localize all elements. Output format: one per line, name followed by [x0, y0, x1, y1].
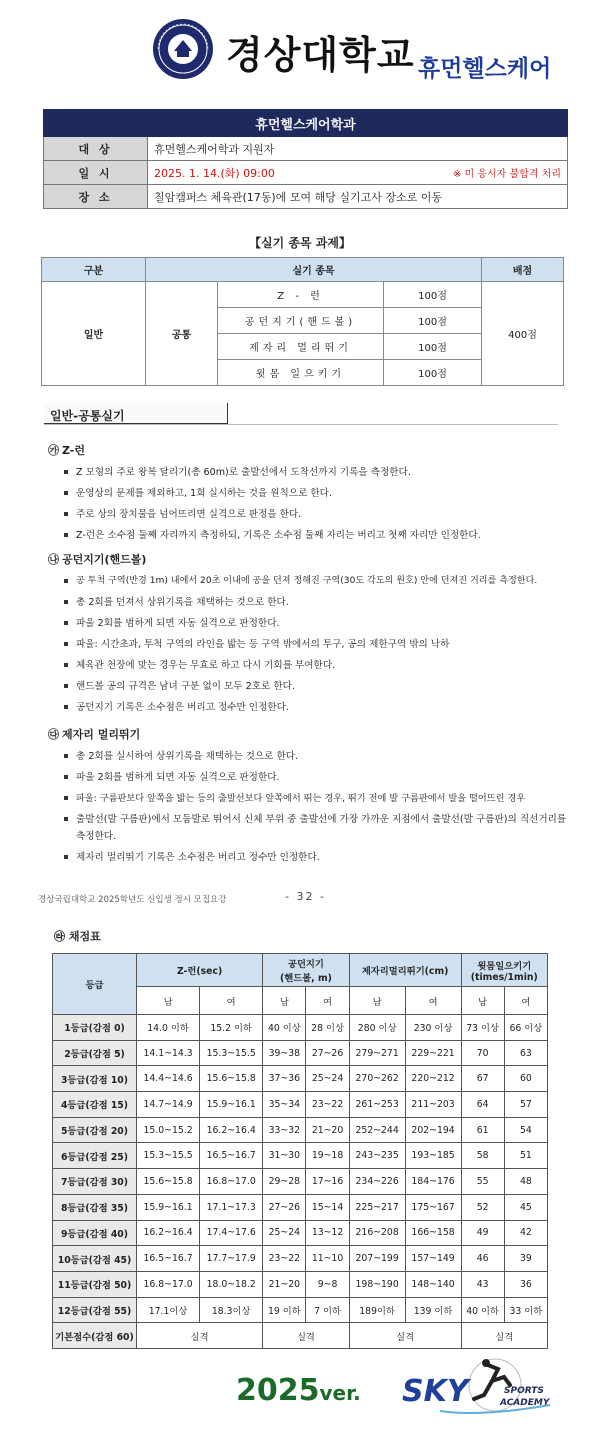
score-cell: 189이하 — [349, 1297, 405, 1323]
score-grade: 9등급(감점 40) — [53, 1220, 137, 1246]
rule-block-z-run — [48, 440, 578, 546]
rule-item: 파울 2회를 범하게 되면 자동 실격으로 판정한다. — [64, 767, 578, 788]
score-row — [53, 1015, 548, 1041]
rule-item: 제자리 멀리뛰기 기록은 소수점은 버리고 정수만 인정한다. — [64, 847, 578, 868]
score-cell: 31~30 — [263, 1143, 306, 1169]
university-seal-logo — [152, 18, 214, 80]
score-cell: 14.1~14.3 — [137, 1040, 200, 1066]
score-cell: 15.6~15.8 — [137, 1169, 200, 1195]
score-cell: 실격 — [461, 1323, 547, 1349]
score-cell: 15~14 — [306, 1194, 349, 1220]
score-cell: 37~36 — [263, 1066, 306, 1092]
score-cell: 13~12 — [306, 1220, 349, 1246]
score-cell: 211~203 — [405, 1092, 461, 1118]
score-row-base — [53, 1323, 548, 1349]
rule-item: 공 투척 구역(반경 1m) 내에서 20초 이내에 공을 던져 정해진 구역(30도 각도의 원호) 안에 던져진 거리를 측정한다. — [64, 571, 578, 592]
score-cell: 229~221 — [405, 1040, 461, 1066]
item-name: 제자리 멀리뛰기 — [218, 334, 384, 360]
brand-small-2: ACADEMY — [500, 1398, 550, 1408]
score-row — [53, 1143, 548, 1169]
score-row — [53, 1066, 548, 1092]
score-header-female: 여 — [306, 987, 349, 1015]
score-header-male: 남 — [263, 987, 306, 1015]
score-cell: 25~24 — [263, 1220, 306, 1246]
score-cell: 29~28 — [263, 1169, 306, 1195]
score-cell: 198~190 — [349, 1271, 405, 1297]
score-cell: 55 — [461, 1169, 504, 1195]
rule-block-standing-jump — [48, 724, 578, 868]
block-title: 공던지기(핸드볼) — [62, 553, 147, 566]
block-title: 제자리 멀리뛰기 — [62, 728, 141, 741]
rule-item: 출발선(발 구름판)에서 모둠발로 뛰어서 신체 부위 중 출발선에 가장 가까운 지점에서 출발선(발 구름판)의 직선거리를 측정한다. — [64, 809, 578, 847]
item-score: 100점 — [384, 282, 482, 308]
score-cell: 17~16 — [306, 1169, 349, 1195]
rule-item: 총 2회를 던져서 상위기록을 채택하는 것으로 한다. — [64, 592, 578, 613]
rule-item: 공던지기 기록은 소수점은 버리고 정수만 인정한다. — [64, 697, 578, 718]
score-cell: 39 — [504, 1246, 547, 1272]
score-cell: 67 — [461, 1066, 504, 1092]
event-line2: (times/1min) — [470, 971, 538, 983]
score-header-event: Z-런(sec) — [137, 954, 263, 987]
score-cell: 252~244 — [349, 1117, 405, 1143]
exam-info-table — [43, 109, 568, 209]
score-grade: 10등급(감점 45) — [53, 1246, 137, 1272]
brand-small-1: SPORTS — [504, 1386, 544, 1396]
absence-note: ※ 미 응시자 불합격 처리 — [452, 168, 561, 180]
rule-item: Z 모형의 주로 왕복 달리기(총 60m)로 출발선에서 도착선까지 기록을 측정한다. — [64, 462, 578, 483]
score-cell: 실격 — [349, 1323, 461, 1349]
block-symbol: ㉮ — [48, 444, 59, 457]
rule-item: 파울: 구름판보다 앞쪽을 밟는 등의 출발선보다 앞쪽에서 뛰는 경우, 뛰기 전에 발 구름판에서 발을 떨어뜨린 경우 — [64, 788, 578, 809]
version-number: 2025 — [236, 1373, 320, 1408]
score-cell: 15.3~15.5 — [137, 1143, 200, 1169]
score-cell: 66 이상 — [504, 1015, 547, 1041]
score-cell: 9~8 — [306, 1271, 349, 1297]
score-cell: 46 — [461, 1246, 504, 1272]
score-cell: 23~22 — [263, 1246, 306, 1272]
score-cell: 21~20 — [263, 1271, 306, 1297]
score-cell: 7 이하 — [306, 1297, 349, 1323]
score-cell: 15.9~16.1 — [200, 1092, 263, 1118]
score-header-male: 남 — [349, 987, 405, 1015]
items-header: 실기 종목 — [146, 258, 482, 282]
page-footer: 경상국립대학교 2025학년도 신입생 정시 모집요강 — [38, 895, 227, 905]
department-tag: 휴먼헬스케어 — [418, 56, 552, 82]
block-symbol: ㉰ — [48, 728, 59, 741]
score-cell: 17.1~17.3 — [200, 1194, 263, 1220]
score-header-female: 여 — [200, 987, 263, 1015]
score-cell: 11~10 — [306, 1246, 349, 1272]
score-header-event — [263, 954, 349, 987]
item-name: Z - 런 — [218, 282, 384, 308]
score-cell: 17.7~17.9 — [200, 1246, 263, 1272]
items-subgroup: 공통 — [146, 282, 218, 386]
score-cell: 243~235 — [349, 1143, 405, 1169]
score-cell: 57 — [504, 1092, 547, 1118]
score-cell: 25~24 — [306, 1066, 349, 1092]
event-line2: (핸드볼, m) — [279, 973, 332, 984]
score-grade: 5등급(감점 20) — [53, 1117, 137, 1143]
score-cell: 225~217 — [349, 1194, 405, 1220]
score-cell: 14.0 이하 — [137, 1015, 200, 1041]
score-cell: 16.8~17.0 — [137, 1271, 200, 1297]
info-value: 칠암캠퍼스 체육관(17동)에 모여 해당 실기고사 장소로 이동 — [148, 185, 568, 209]
score-cell: 19 이하 — [263, 1297, 306, 1323]
block-heading — [48, 549, 578, 571]
exam-date: 2025. 1. 14.(화) 09:00 — [154, 166, 275, 180]
rule-item: 주로 상의 장치물을 넘어뜨리면 실격으로 판정을 한다. — [64, 504, 578, 525]
score-row — [53, 1040, 548, 1066]
score-cell: 23~22 — [306, 1092, 349, 1118]
rule-item: 총 2회를 실시하여 상위기록을 채택하는 것으로 한다. — [64, 746, 578, 767]
score-cell: 27~26 — [263, 1194, 306, 1220]
score-cell: 16.5~16.7 — [200, 1143, 263, 1169]
score-cell: 230 이상 — [405, 1015, 461, 1041]
event-line1: 윗몸일으키기 — [477, 960, 532, 972]
score-cell: 19~18 — [306, 1143, 349, 1169]
score-cell: 16.2~16.4 — [137, 1220, 200, 1246]
item-score: 100점 — [384, 334, 482, 360]
score-cell: 14.7~14.9 — [137, 1092, 200, 1118]
score-row — [53, 1271, 548, 1297]
score-cell: 139 이하 — [405, 1297, 461, 1323]
score-cell: 16.2~16.4 — [200, 1117, 263, 1143]
score-cell: 157~149 — [405, 1246, 461, 1272]
score-cell: 35~34 — [263, 1092, 306, 1118]
score-row — [53, 1246, 548, 1272]
rule-item: 체육관 천장에 맞는 경우는 무효로 하고 다시 기회를 부여한다. — [64, 655, 578, 676]
score-header-female: 여 — [504, 987, 547, 1015]
score-cell: 15.2 이하 — [200, 1015, 263, 1041]
score-cell: 18.3이상 — [200, 1297, 263, 1323]
score-cell: 234~226 — [349, 1169, 405, 1195]
score-cell: 52 — [461, 1194, 504, 1220]
score-cell: 58 — [461, 1143, 504, 1169]
score-cell: 15.9~16.1 — [137, 1194, 200, 1220]
score-cell: 27~26 — [306, 1040, 349, 1066]
score-cell: 28 이상 — [306, 1015, 349, 1041]
score-cell: 207~199 — [349, 1246, 405, 1272]
rule-item: 핸드볼 공의 규격은 남녀 구분 없이 모두 2호로 한다. — [64, 676, 578, 697]
score-cell: 33~32 — [263, 1117, 306, 1143]
info-row-place — [44, 185, 568, 209]
score-cell: 279~271 — [349, 1040, 405, 1066]
score-cell: 14.4~14.6 — [137, 1066, 200, 1092]
score-cell: 45 — [504, 1194, 547, 1220]
section-title: 일반-공통실기 — [44, 403, 228, 425]
score-cell: 42 — [504, 1220, 547, 1246]
score-header-female: 여 — [405, 987, 461, 1015]
score-cell: 36 — [504, 1271, 547, 1297]
score-cell: 216~208 — [349, 1220, 405, 1246]
info-title: 휴먼헬스케어학과 — [44, 110, 568, 137]
score-cell: 280 이상 — [349, 1015, 405, 1041]
score-grade: 3등급(감점 10) — [53, 1066, 137, 1092]
info-row-target — [44, 137, 568, 161]
score-cell: 63 — [504, 1040, 547, 1066]
items-group: 일반 — [42, 282, 146, 386]
score-cell: 실격 — [137, 1323, 263, 1349]
score-cell: 40 이상 — [263, 1015, 306, 1041]
score-cell: 40 이하 — [461, 1297, 504, 1323]
info-label: 장 소 — [44, 185, 148, 209]
score-grade: 2등급(감점 5) — [53, 1040, 137, 1066]
score-cell: 184~176 — [405, 1169, 461, 1195]
score-grade: 8등급(감점 35) — [53, 1194, 137, 1220]
items-header: 배점 — [482, 258, 564, 282]
score-grade: 4등급(감점 15) — [53, 1092, 137, 1118]
score-cell: 64 — [461, 1092, 504, 1118]
score-header-male: 남 — [461, 987, 504, 1015]
score-cell: 220~212 — [405, 1066, 461, 1092]
info-value-cell — [148, 161, 568, 185]
score-cell: 60 — [504, 1066, 547, 1092]
score-cell: 51 — [504, 1143, 547, 1169]
score-cell: 270~262 — [349, 1066, 405, 1092]
score-table — [52, 953, 548, 1349]
score-cell: 61 — [461, 1117, 504, 1143]
score-cell: 15.0~15.2 — [137, 1117, 200, 1143]
score-grade: 1등급(감점 0) — [53, 1015, 137, 1041]
score-row — [53, 1117, 548, 1143]
rule-item: 운영상의 문제를 제외하고, 1회 실시하는 것을 원칙으로 한다. — [64, 483, 578, 504]
rule-list — [48, 746, 578, 868]
items-header: 구분 — [42, 258, 146, 282]
version-suffix: ver. — [319, 1381, 361, 1405]
items-total: 400점 — [482, 282, 564, 386]
score-cell: 148~140 — [405, 1271, 461, 1297]
score-row — [53, 1169, 548, 1195]
score-cell: 49 — [461, 1220, 504, 1246]
rule-list — [48, 571, 578, 718]
score-cell: 70 — [461, 1040, 504, 1066]
item-score: 100점 — [384, 360, 482, 386]
item-name: 윗몸 일으키기 — [218, 360, 384, 386]
score-grade: 6등급(감점 25) — [53, 1143, 137, 1169]
items-caption: 【실기 종목 과제】 — [249, 236, 351, 250]
info-label: 대 상 — [44, 137, 148, 161]
score-header-event: 제자리멀리뛰기(cm) — [349, 954, 461, 987]
info-row-date — [44, 161, 568, 185]
block-title: Z-런 — [62, 444, 85, 457]
practical-items-table — [41, 257, 564, 386]
score-header-event — [461, 954, 547, 987]
score-cell: 33 이하 — [504, 1297, 547, 1323]
score-cell: 73 이상 — [461, 1015, 504, 1041]
page-header — [0, 0, 600, 100]
score-cell: 261~253 — [349, 1092, 405, 1118]
score-cell: 166~158 — [405, 1220, 461, 1246]
score-table-title: ㉱ 채점표 — [54, 930, 101, 943]
rule-item: Z-런은 소수점 둘째 자리까지 측정하되, 기록은 소수점 둘째 자리는 버리고 첫째 자리만 인정한다. — [64, 525, 578, 546]
score-grade: 7등급(감점 30) — [53, 1169, 137, 1195]
rule-list — [48, 462, 578, 546]
score-grade: 11등급(감점 50) — [53, 1271, 137, 1297]
section-divider — [44, 424, 558, 425]
version-label — [236, 1373, 361, 1408]
score-cell: 21~20 — [306, 1117, 349, 1143]
score-cell: 175~167 — [405, 1194, 461, 1220]
item-name: 공던지기(핸드볼) — [218, 308, 384, 334]
block-heading — [48, 724, 578, 746]
block-heading — [48, 440, 578, 462]
block-symbol: ㉯ — [48, 553, 59, 566]
score-rows — [53, 1015, 548, 1323]
score-cell: 17.1이상 — [137, 1297, 200, 1323]
score-row — [53, 1297, 548, 1323]
score-row — [53, 1220, 548, 1246]
score-cell: 18.0~18.2 — [200, 1271, 263, 1297]
university-title: 경상대학교 — [226, 33, 415, 77]
score-cell: 48 — [504, 1169, 547, 1195]
score-cell: 54 — [504, 1117, 547, 1143]
score-cell: 43 — [461, 1271, 504, 1297]
score-grade: 기본점수(감점 60) — [53, 1323, 137, 1349]
score-header-grade: 등급 — [53, 954, 137, 1015]
brand-big: SKY — [402, 1374, 469, 1409]
score-cell: 202~194 — [405, 1117, 461, 1143]
score-cell: 193~185 — [405, 1143, 461, 1169]
sky-sports-academy-logo — [400, 1355, 560, 1421]
score-cell: 39~38 — [263, 1040, 306, 1066]
score-cell: 15.3~15.5 — [200, 1040, 263, 1066]
score-header-male: 남 — [137, 987, 200, 1015]
score-cell: 16.8~17.0 — [200, 1169, 263, 1195]
rule-item: 파울: 시간초과, 투척 구역의 라인을 밟는 등 구역 밖에서의 투구, 공의 제한구역 밖의 낙하 — [64, 634, 578, 655]
score-cell: 16.5~16.7 — [137, 1246, 200, 1272]
score-row — [53, 1194, 548, 1220]
page-number: - 32 - — [285, 890, 326, 903]
score-cell: 17.4~17.6 — [200, 1220, 263, 1246]
score-cell: 15.6~15.8 — [200, 1066, 263, 1092]
rule-item: 파울 2회를 범하게 되면 자동 실격으로 판정한다. — [64, 613, 578, 634]
info-value: 휴먼헬스케어학과 지원자 — [148, 137, 568, 161]
score-row — [53, 1092, 548, 1118]
event-line1: 공던지기 — [287, 959, 324, 970]
item-score: 100점 — [384, 308, 482, 334]
info-label: 일 시 — [44, 161, 148, 185]
score-grade: 12등급(감점 55) — [53, 1297, 137, 1323]
score-cell: 실격 — [263, 1323, 349, 1349]
rule-block-ball-throw — [48, 549, 578, 718]
